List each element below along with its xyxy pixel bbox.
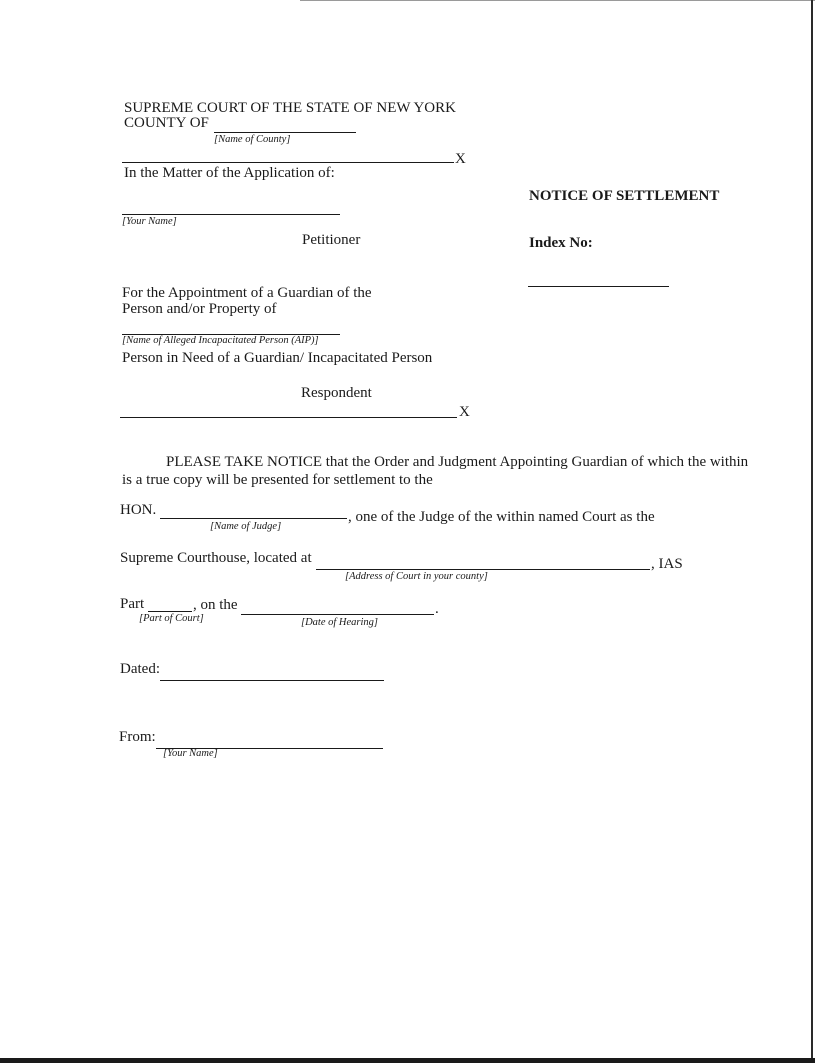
court-address-blank-line[interactable] <box>316 569 650 570</box>
judge-name-blank-line[interactable] <box>160 518 347 519</box>
your-name-blank-line[interactable] <box>122 214 340 215</box>
scan-edge-bottom <box>0 1058 815 1063</box>
matter-of-application: In the Matter of the Application of: <box>124 165 335 181</box>
county-hint: [Name of County] <box>214 134 291 145</box>
part-hint: [Part of Court] <box>139 613 204 624</box>
index-no-blank-line[interactable] <box>528 286 669 287</box>
from-label: From: <box>119 729 156 745</box>
hearing-date-blank-line[interactable] <box>241 614 434 615</box>
person-in-need-label: Person in Need of a Guardian/ Incapacitated Person <box>122 350 433 366</box>
on-the-text: , on the <box>193 597 238 613</box>
date-period: . <box>435 601 439 617</box>
caption-x-mark-top: X <box>455 151 466 167</box>
part-label: Part <box>120 596 145 612</box>
index-no-label: Index No: <box>529 235 593 251</box>
ias-label: , IAS <box>651 556 683 572</box>
part-blank-line[interactable] <box>148 611 192 612</box>
hon-label: HON. <box>120 502 157 518</box>
hearing-date-hint: [Date of Hearing] <box>301 617 378 628</box>
appointment-line-2: Person and/or Property of <box>122 301 277 317</box>
hon-suffix-text: , one of the Judge of the within named Court as the <box>348 509 655 525</box>
county-label: COUNTY OF <box>124 115 209 131</box>
scan-edge-right <box>811 0 813 1063</box>
notice-line-2: is a true copy will be presented for settlement to the <box>122 472 433 488</box>
dated-label: Dated: <box>120 661 160 677</box>
petitioner-label: Petitioner <box>302 232 361 248</box>
court-address-hint: [Address of Court in your county] <box>345 571 488 582</box>
notice-line-1: PLEASE TAKE NOTICE that the Order and Judgment Appointing Guardian of which the within <box>166 454 749 470</box>
from-name-hint: [Your Name] <box>163 748 218 759</box>
county-blank-line[interactable] <box>214 132 356 133</box>
document-title: NOTICE OF SETTLEMENT <box>529 188 720 204</box>
caption-bottom-rule <box>120 417 457 418</box>
caption-x-mark-bottom: X <box>459 404 470 420</box>
caption-top-rule <box>122 162 454 163</box>
respondent-label: Respondent <box>301 385 372 401</box>
dated-blank-line[interactable] <box>160 680 384 681</box>
scan-edge-top <box>300 0 815 1</box>
judge-name-hint: [Name of Judge] <box>210 521 282 532</box>
appointment-line-1: For the Appointment of a Guardian of the <box>122 285 372 301</box>
court-name: SUPREME COURT OF THE STATE OF NEW YORK <box>124 100 456 116</box>
courthouse-label: Supreme Courthouse, located at <box>120 550 312 566</box>
your-name-hint: [Your Name] <box>122 216 177 227</box>
aip-name-hint: [Name of Alleged Incapacitated Person (AIP)] <box>122 335 319 346</box>
